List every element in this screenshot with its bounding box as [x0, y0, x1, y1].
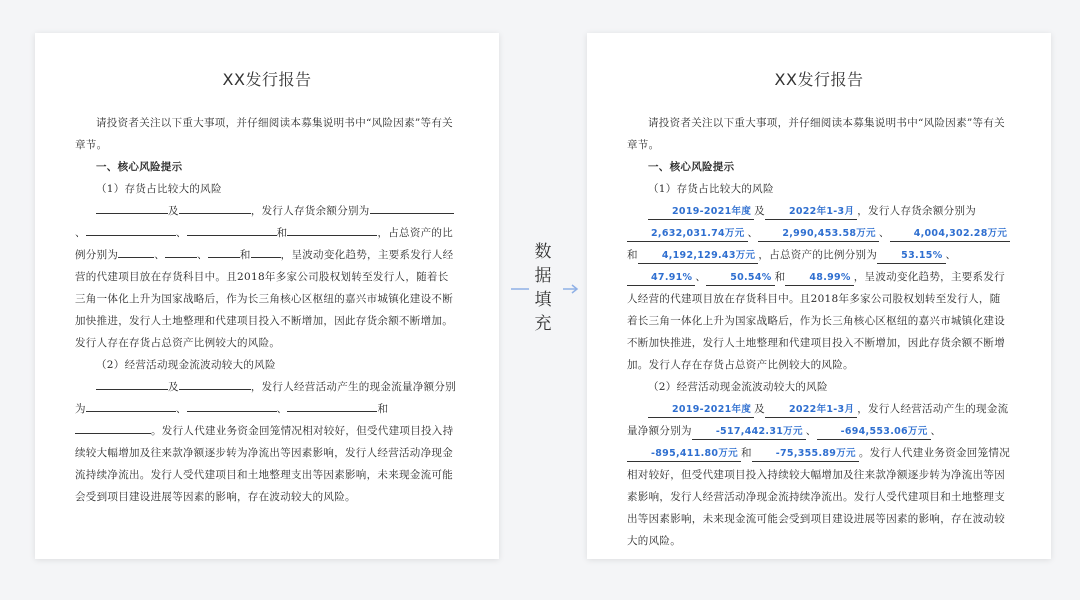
- filled-period-4[interactable]: 2022年1-3月: [765, 403, 857, 418]
- filled-ratio-4[interactable]: 48.99%: [785, 271, 853, 286]
- intro-paragraph: 请投资者关注以下重大事项，并仔细阅读本募集说明书中“风险因素”等有关章节。: [75, 117, 453, 151]
- subsection-heading: （1）存货占比较大的风险: [96, 183, 222, 195]
- filled-document: [587, 33, 1051, 559]
- blank-inv-3[interactable]: [187, 223, 277, 236]
- filled-cash-1[interactable]: -517,442.31万元: [692, 425, 806, 440]
- blank-cash-2[interactable]: [187, 399, 277, 412]
- filled-period-3[interactable]: 2019-2021年度: [648, 403, 754, 418]
- blank-cash-4[interactable]: [75, 421, 151, 434]
- blank-period-3[interactable]: [96, 377, 168, 390]
- inventory-paragraph: 及 ，发行人存货余额分别为、 、 和 ，占总资产的比例分别为 、 、 和 ，呈波动变化趋势，主要系发行人经营的代建项目放在存货科目中。且2018年多家公司股权划转至发行人，随着长三角一体化上升为国家战略后，作为长三角核心区枢纽的嘉兴市城镇化建设不断加快推进，发行人土地整理和代建项目投入不断增加，因此存货余额不断增加。发行人存在存货占总资产比例较大的风险。: [75, 200, 459, 354]
- arrow-right-icon: [511, 283, 581, 295]
- blank-inv-1[interactable]: [370, 201, 454, 214]
- blank-cash-1[interactable]: [86, 399, 176, 412]
- blank-ratio-2[interactable]: [165, 245, 197, 258]
- filled-cash-3[interactable]: -895,411.80万元: [627, 447, 741, 462]
- blank-period-1[interactable]: [96, 201, 168, 214]
- filled-ratio-1[interactable]: 53.15%: [877, 249, 945, 264]
- filled-inv-1[interactable]: 2,632,031.74万元: [627, 227, 748, 242]
- template-document: [35, 33, 499, 559]
- blank-period-4[interactable]: [179, 377, 251, 390]
- blank-ratio-3[interactable]: [208, 245, 240, 258]
- blank-cash-3[interactable]: [287, 399, 377, 412]
- blank-ratio-1[interactable]: [118, 245, 154, 258]
- intro-paragraph: 请投资者关注以下重大事项，并仔细阅读本募集说明书中“风险因素”等有关章节。: [627, 117, 1005, 151]
- subsection-heading-2: （2）经营活动现金流波动较大的风险: [96, 359, 276, 371]
- filled-ratio-2[interactable]: 47.91%: [627, 271, 695, 286]
- filled-cash-4[interactable]: -75,355.89万元: [752, 447, 859, 462]
- blank-inv-2[interactable]: [86, 223, 176, 236]
- filled-inv-2[interactable]: 2,990,453.58万元: [758, 227, 879, 242]
- fill-label: 数 据 填 充: [534, 242, 552, 334]
- subsection-heading-2: （2）经营活动现金流波动较大的风险: [648, 381, 828, 393]
- cashflow-paragraph: 及 ，发行人经营活动产生的现金流量净额分别为 、 、 和。发行人代建业务资金回笼情况相对较好，但受代建项目投入持续较大幅增加及往来款净额逐步转为净流出等因素影响，发行人经营活动净现金流持续净流出。发行人受代建项目和土地整理支出等因素影响，未来现金流可能会受到项目建设进展等因素的影响，存在波动较大的风险。: [75, 376, 459, 508]
- blank-inv-4[interactable]: [287, 223, 377, 236]
- filled-inv-3[interactable]: 4,004,302.28万元: [890, 227, 1011, 242]
- filled-cash-2[interactable]: -694,553.06万元: [817, 425, 931, 440]
- blank-period-2[interactable]: [179, 201, 251, 214]
- cashflow-paragraph: 2019-2021年度 及 2022年1-3月 ，发行人经营活动产生的现金流量净额分别为 -517,442.31万元 、 -694,553.06万元 、-895,411.80万元 和 -75,355.89万元 。发行人代建业务资金回笼情况相对较好，但受代建项目投入持续较大幅增加及往来款净额逐步转为净流出等因素影响，发行人经营活动净现金流持续净流出。发行人受代建项目和土地整理支出等因素影响，未来现金流可能会受到项目建设进展等因素的影响，存在波动较大的风险。: [627, 403, 1011, 547]
- section-heading: 一、核心风险提示: [96, 161, 183, 173]
- filled-ratio-3[interactable]: 50.54%: [706, 271, 774, 286]
- blank-ratio-4[interactable]: [251, 245, 281, 258]
- doc-title: XX发行报告: [222, 70, 312, 89]
- inventory-paragraph: 2019-2021年度 及 2022年1-3月 ，发行人存货余额分别为2,632,031.74万元 、 2,990,453.58万元 、 4,004,302.28万元和 4,192,129.43万元 ，占总资产的比例分别为 53.15% 、47.91% 、 50.54% 和 48.99% ，呈波动变化趋势，主要系发行人经营的代建项目放在存货科目中。且2018年多家公司股权划转至发行人，随着长三角一体化上升为国家战略后，作为长三角核心区枢纽的嘉兴市城镇化建设不断加快推进，发行人土地整理和代建项目投入不断增加，因此存货余额不断增加。发行人存在存货占总资产比例较大的风险。: [627, 200, 1011, 376]
- doc-title: XX发行报告: [774, 70, 864, 89]
- filled-period-2[interactable]: 2022年1-3月: [765, 205, 857, 220]
- section-heading: 一、核心风险提示: [648, 161, 735, 173]
- filled-inv-4[interactable]: 4,192,129.43万元: [638, 249, 759, 264]
- subsection-heading: （1）存货占比较大的风险: [648, 183, 774, 195]
- filled-period-1[interactable]: 2019-2021年度: [648, 205, 754, 220]
